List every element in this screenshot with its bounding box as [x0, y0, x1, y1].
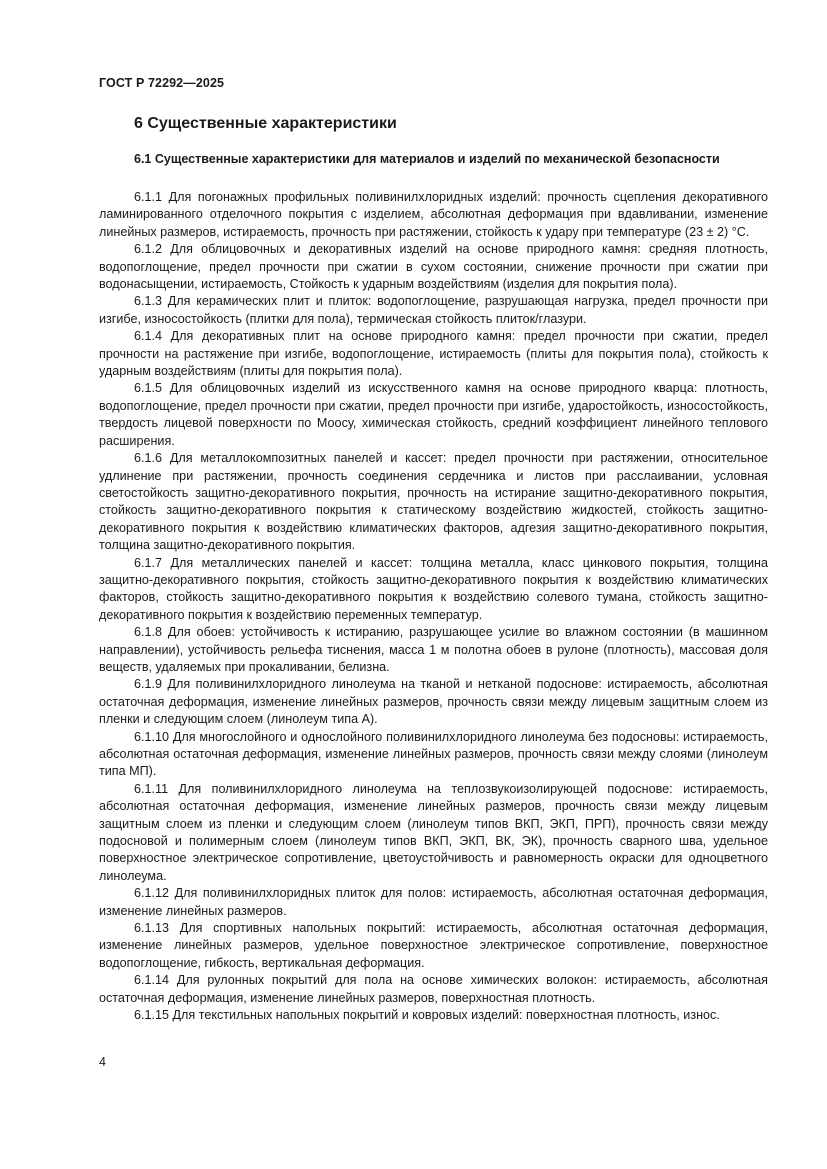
paragraph-6-1-15: 6.1.15 Для текстильных напольных покрытий и ковровых изделий: поверхностная плотность, износ.	[134, 1008, 720, 1023]
section-title: 6 Существенные характеристики	[134, 115, 397, 132]
document-body	[99, 189, 768, 1025]
paragraph-6-1-9: 6.1.9 Для поливинилхлоридного линолеума на тканой и нетканой подоснове: истираемость, абсолютная остаточная деформация, изменение линейных размеров, прочность связи между лицевым защитным слоем из пленки и следующим слоем (линолеум типа А).	[99, 677, 768, 727]
paragraph-6-1-14: 6.1.14 Для рулонных покрытий для пола на основе химических волокон: истираемость, абсолютная остаточная деформация, изменение линейных размеров, поверхностная плотность.	[99, 973, 768, 1005]
paragraph-6-1-6: 6.1.6 Для металлокомпозитных панелей и кассет: предел прочности при растяжении, относительное удлинение при растяжении, прочность соединения сердечника и листов при расслаивании, условная светостойкость защитно-декоративного покрытия, прочность на истирание защитно-декоративного покрытия, стойкость защитно-декоративного покрытия к статическому воздействию жидкостей, стойкость защитно-декоративного покрытия к воздействию климатических факторов, адгезия защитно-декоративного покрытия, толщина защитно-декоративного покрытия.	[99, 451, 768, 553]
page-number: 4	[99, 1055, 106, 1069]
paragraph-6-1-1: 6.1.1 Для погонажных профильных поливинилхлоридных изделий: прочность сцепления декоративного ламинированного отделочного покрытия с изделием, абсолютная деформация при вдавливании, изменение линейных размеров, истираемость, прочность при растяжении, стойкость к удару при температуре (23 ± 2) °С.	[99, 190, 768, 239]
paragraph-6-1-7: 6.1.7 Для металлических панелей и кассет: толщина металла, класс цинкового покрытия, толщина защитно-декоративного покрытия, стойкость защитно-декоративного покрытия к воздействию климатических факторов, стойкость защитно-декоративного покрытия к воздействию солевого тумана, стойкость защитно-декоративного покрытия к воздействию переменных температур.	[99, 555, 768, 622]
paragraph-6-1-12: 6.1.12 Для поливинилхлоридных плиток для полов: истираемость, абсолютная остаточная деформация, изменение линейных размеров.	[99, 886, 768, 918]
document-code-header: ГОСТ Р 72292—2025	[99, 76, 225, 90]
paragraph-6-1-10: 6.1.10 Для многослойного и однослойного поливинилхлоридного линолеума без подосновы: истираемость, абсолютная остаточная деформация, изменение линейных размеров, прочность связи между слоями (линолеум типа МП).	[99, 729, 768, 779]
paragraph-6-1-4: 6.1.4 Для декоративных плит на основе природного камня: предел прочности при сжатии, предел прочности на растяжение при изгибе, водопоглощение, истираемость (плиты для покрытия пола), стойкость к ударным воздействиям (плиты для покрытия пола).	[99, 329, 768, 379]
subsection-title: 6.1 Существенные характеристики для материалов и изделий по механической безопасности	[134, 152, 720, 166]
paragraph-6-1-2: 6.1.2 Для облицовочных и декоративных изделий на основе природного камня: средняя плотность, водопоглощение, предел прочности при сжатии в сухом состоянии, снижение прочности при сжатии при водонасыщении, истираемость, Стойкость к ударным воздействиям (изделия для покрытия пола).	[99, 242, 768, 292]
paragraph-6-1-3: 6.1.3 Для керамических плит и плиток: водопоглощение, разрушающая нагрузка, предел прочности при изгибе, износостойкость (плитки для пола), термическая стойкость плиток/глазури.	[99, 294, 768, 326]
paragraph-6-1-8: 6.1.8 Для обоев: устойчивость к истиранию, разрушающее усилие во влажном состоянии (в машинном направлении), устойчивость рельефа тиснения, масса 1 м полотна обоев в рулоне (плотность), массовая доля веществ, удаляемых при прокаливании, белизна.	[99, 625, 768, 674]
paragraph-6-1-13: 6.1.13 Для спортивных напольных покрытий: истираемость, абсолютная остаточная деформация, изменение линейных размеров, удельное поверхностное электрическое сопротивление, поверхностное водопоглощение, гибкость, вертикальная деформация.	[99, 921, 768, 970]
paragraph-6-1-11: 6.1.11 Для поливинилхлоридного линолеума на теплозвукоизолирующей подоснове: истираемость, абсолютная остаточная деформация, изменение линейных размеров, прочность связи между лицевым защитным слоем из пленки и следующим слоем (линолеум типов ВКП, ЭКП, ПРП), прочность связи между подосновой и полимерным слоем (линолеум типов ВКП, ЭКП, ВК, ЭК), прочность сварного шва, удельное поверхностное электрическое сопротивление, цветоустойчивость и равномерность окраски для одноцветного линолеума.	[99, 781, 768, 883]
paragraph-6-1-5: 6.1.5 Для облицовочных изделий из искусственного камня на основе природного кварца: плотность, водопоглощение, предел прочности при сжатии, предел прочности при изгибе, ударостойкость, износостойкость, твердость лицевой поверхности по Моосу, химическая стойкость, средний коэффициент линейного теплового расширения.	[99, 381, 768, 448]
